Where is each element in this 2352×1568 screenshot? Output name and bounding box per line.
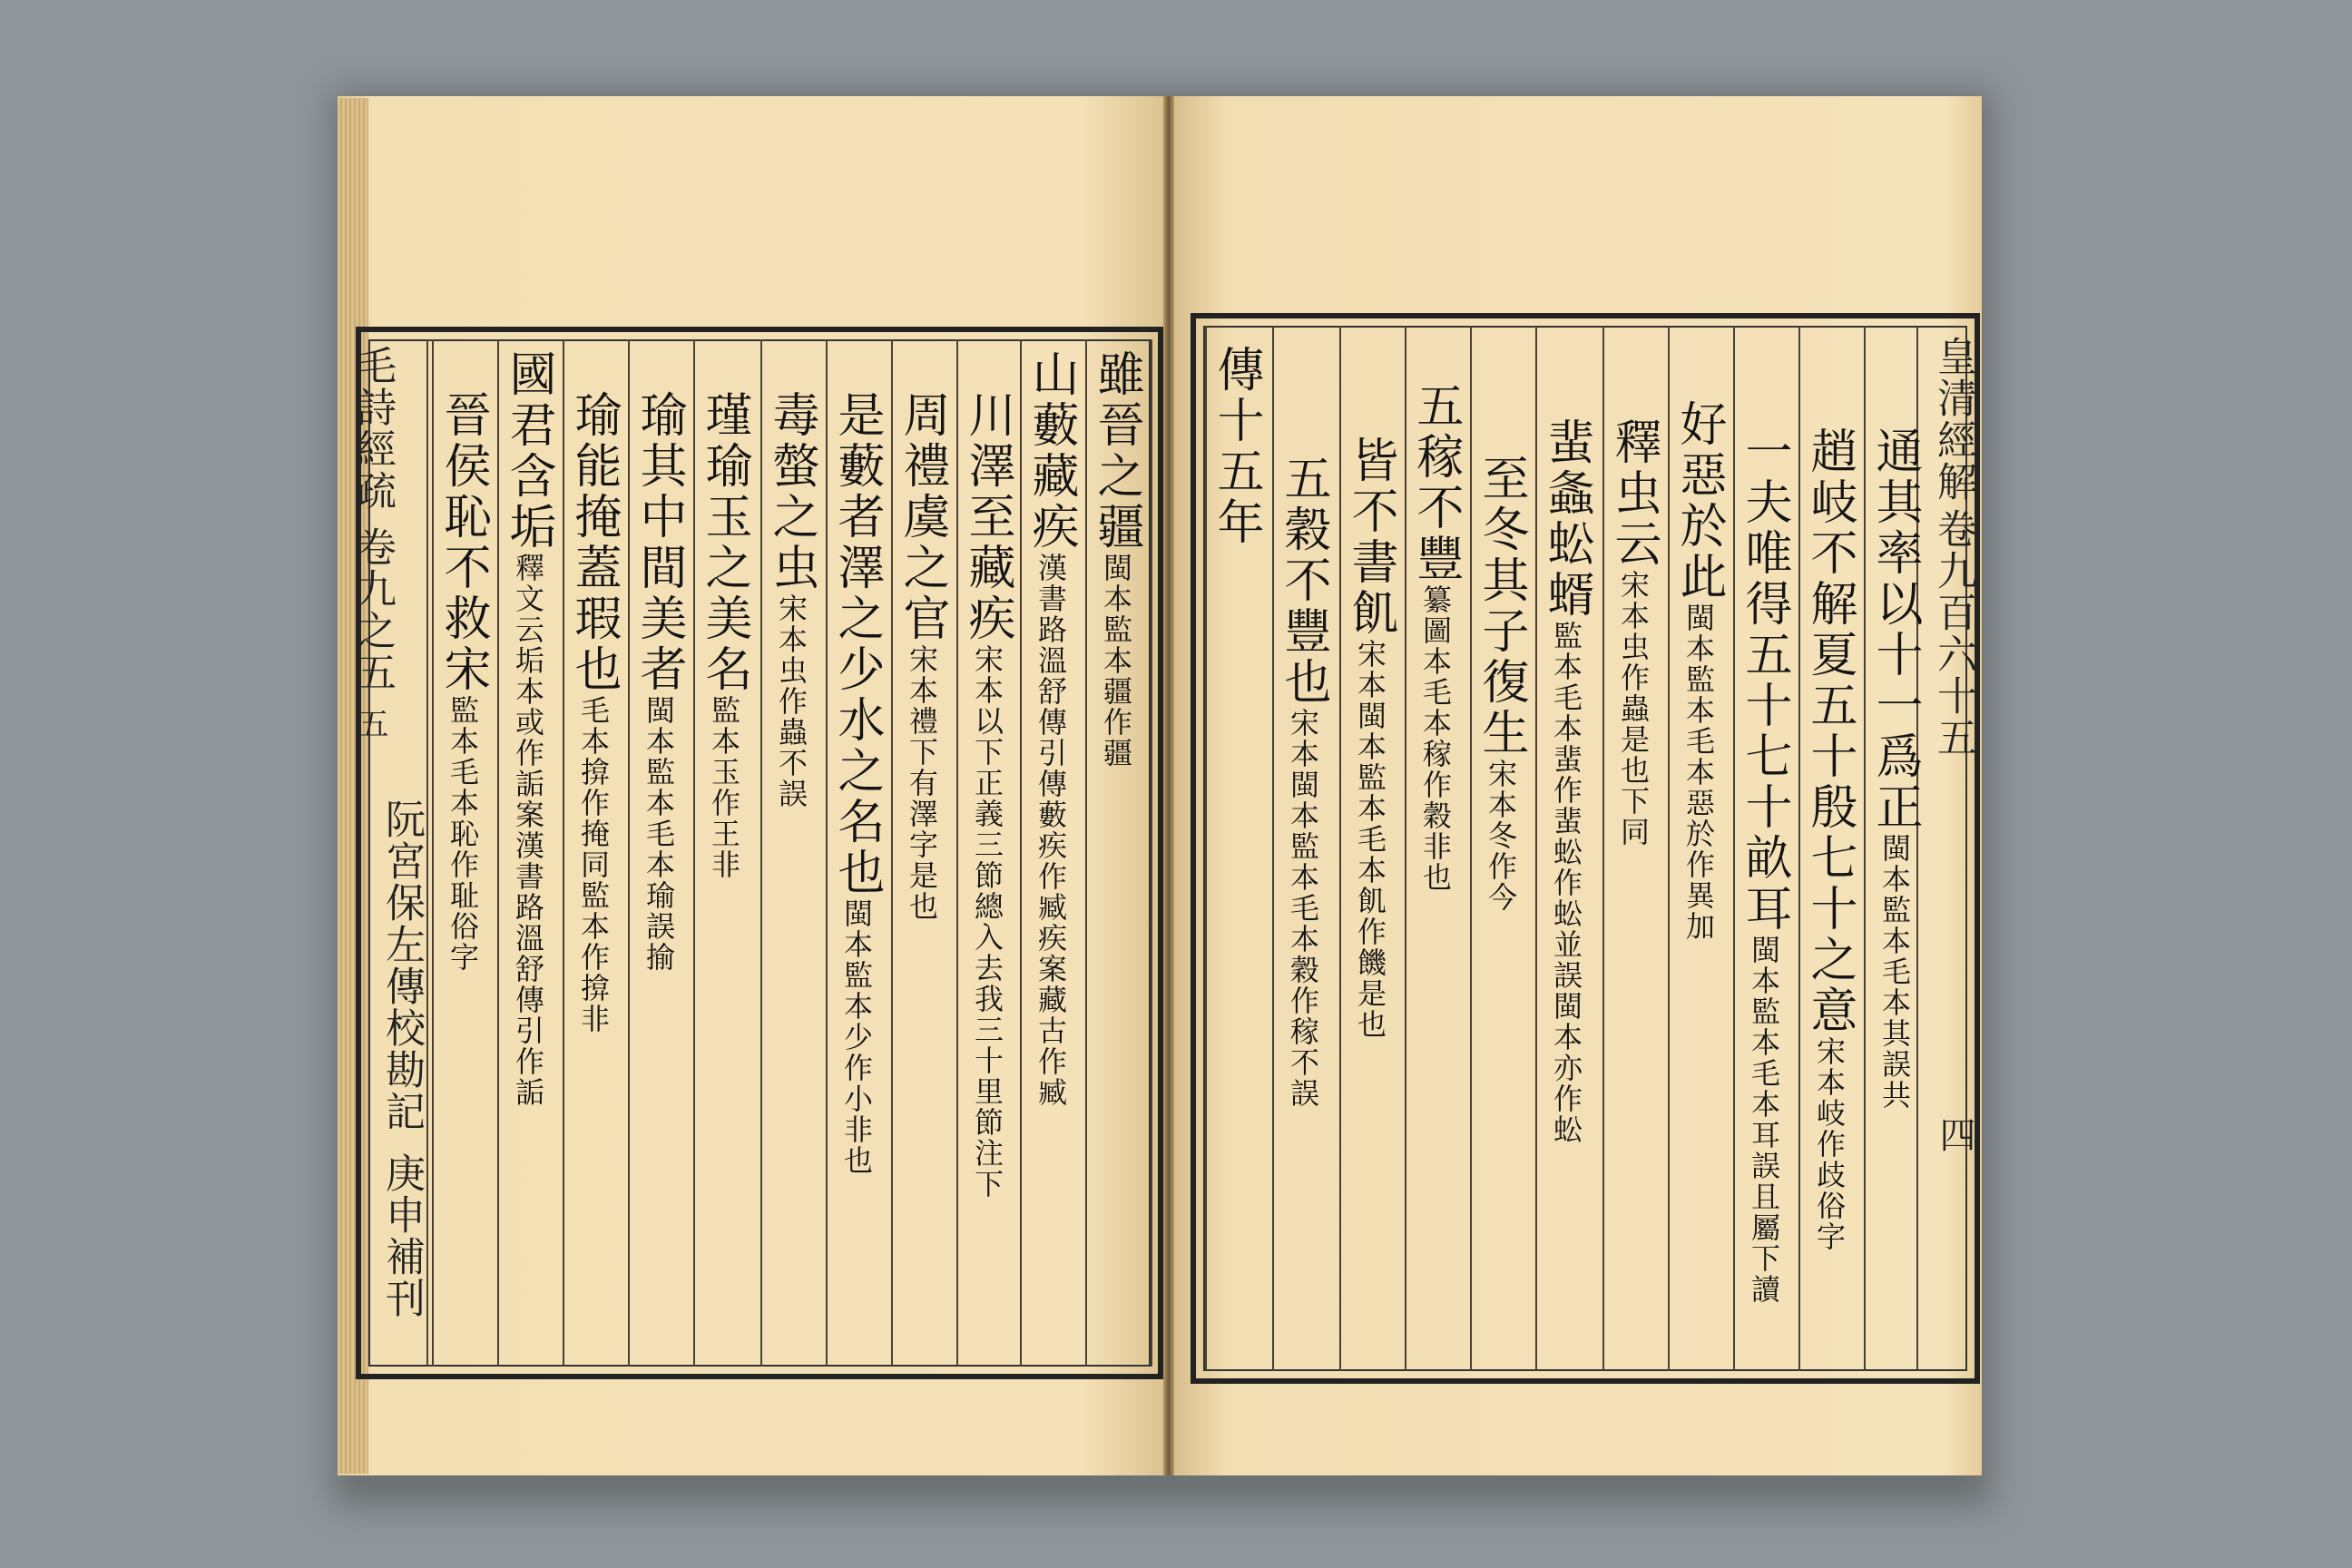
left-column-rule [760, 339, 762, 1367]
left-column-rule [497, 339, 499, 1367]
right-col-6: 蜚螽蚣蝑監本毛本蜚作蜚蚣作蚣並誤閩本亦作蚣 [1539, 417, 1593, 1145]
right-column-rule [1272, 326, 1274, 1371]
right-column-rule [1339, 326, 1341, 1371]
left-banxin-page-no: 五 [352, 708, 388, 740]
right-column-rule [1535, 326, 1537, 1371]
right-col-9: 皆不書飢宋本閩本監本毛本飢作饑是也 [1343, 436, 1397, 1040]
right-column-rule [1798, 326, 1800, 1371]
right-col-8: 五稼不豐纂圖本毛本稼作穀非也 [1408, 381, 1463, 893]
right-col-2: 趙岐不解夏五十殷七十之意宋本岐作歧俗字 [1802, 426, 1857, 1252]
left-column-rule [1085, 339, 1087, 1367]
right-column-rule [1864, 326, 1866, 1371]
left-banxin-reprint: 庚申補刊 [378, 1152, 425, 1319]
left-col-9: 瑜能掩蓋瑕也毛本揜作掩同監本作揜非 [566, 390, 621, 1034]
right-column-rule [1602, 326, 1604, 1371]
right-column-rule [1668, 326, 1670, 1371]
right-column-rule [1470, 326, 1472, 1371]
left-col-1: 雖晉之疆閩本監本疆作疆 [1089, 349, 1143, 769]
right-banxin-juan: 卷九百六十五 [1930, 508, 1976, 759]
left-column-rule [826, 339, 828, 1367]
right-col-4: 好惡於此閩本監本毛本惡於作異加 [1671, 399, 1726, 942]
left-col-8: 瑜其中間美者閩本監本毛本瑜誤揄 [632, 390, 686, 973]
right-page-mark: 四 [1934, 1116, 1975, 1152]
book-gutter [1163, 96, 1174, 1475]
left-column-rule [628, 339, 630, 1367]
left-column-rule [432, 339, 434, 1367]
left-banxin-juan: 卷九之五 [349, 526, 396, 693]
left-column-rule [891, 339, 893, 1367]
left-column-rule [956, 339, 958, 1367]
right-col-5: 釋虫云宋本虫作蟲是也下同 [1606, 417, 1661, 848]
right-col-10: 五穀不豐也宋本閩本監本毛本穀作稼不誤 [1276, 454, 1330, 1109]
left-col-7: 瑾瑜玉之美名監本玉作王非 [697, 390, 751, 880]
right-col-7: 至冬其子復生宋本冬作今 [1474, 454, 1528, 913]
right-banxin-title: 皇清經解 [1930, 336, 1976, 503]
left-col-3: 川澤至藏疾宋本以下正義三節總入去我三十里節注下 [960, 390, 1014, 1200]
left-col-6: 毒螫之虫宋本虫作蟲不誤 [764, 390, 818, 809]
left-column-rule [426, 339, 428, 1367]
left-column-rule [563, 339, 564, 1367]
left-column-rule [1151, 339, 1152, 1367]
left-col-5: 是藪者澤之少水之名也閩本監本少作小非也 [829, 390, 884, 1176]
right-col-11: 傳十五年 [1209, 345, 1263, 548]
left-banxin-subtitle: 阮宮保左傳校勘記 [378, 799, 425, 1132]
right-column-rule [1205, 326, 1207, 1371]
left-col-4: 周禮虞之官宋本禮下有澤字是也 [895, 390, 949, 922]
right-col-1: 通其率以十一爲正閩本監本毛本其誤共 [1867, 426, 1922, 1111]
left-col-10: 國君含垢釋文云垢本或作詬案漢書路溫舒傳引作詬 [501, 349, 555, 1108]
left-column-rule [693, 339, 695, 1367]
right-col-3: 一夫唯得五十七十畝耳閩本監本毛本耳誤且屬下讀 [1737, 426, 1791, 1305]
left-column-rule [1020, 339, 1022, 1367]
left-col-11: 晉侯恥不救宋監本毛本恥作耻俗字 [436, 390, 490, 973]
right-column-rule [1733, 326, 1735, 1371]
left-banxin-title: 毛詩經疏 [349, 345, 396, 512]
right-column-rule [1405, 326, 1406, 1371]
left-col-2: 山藪藏疾漢書路溫舒傳引傳藪疾作臧疾案藏古作臧 [1024, 349, 1078, 1108]
